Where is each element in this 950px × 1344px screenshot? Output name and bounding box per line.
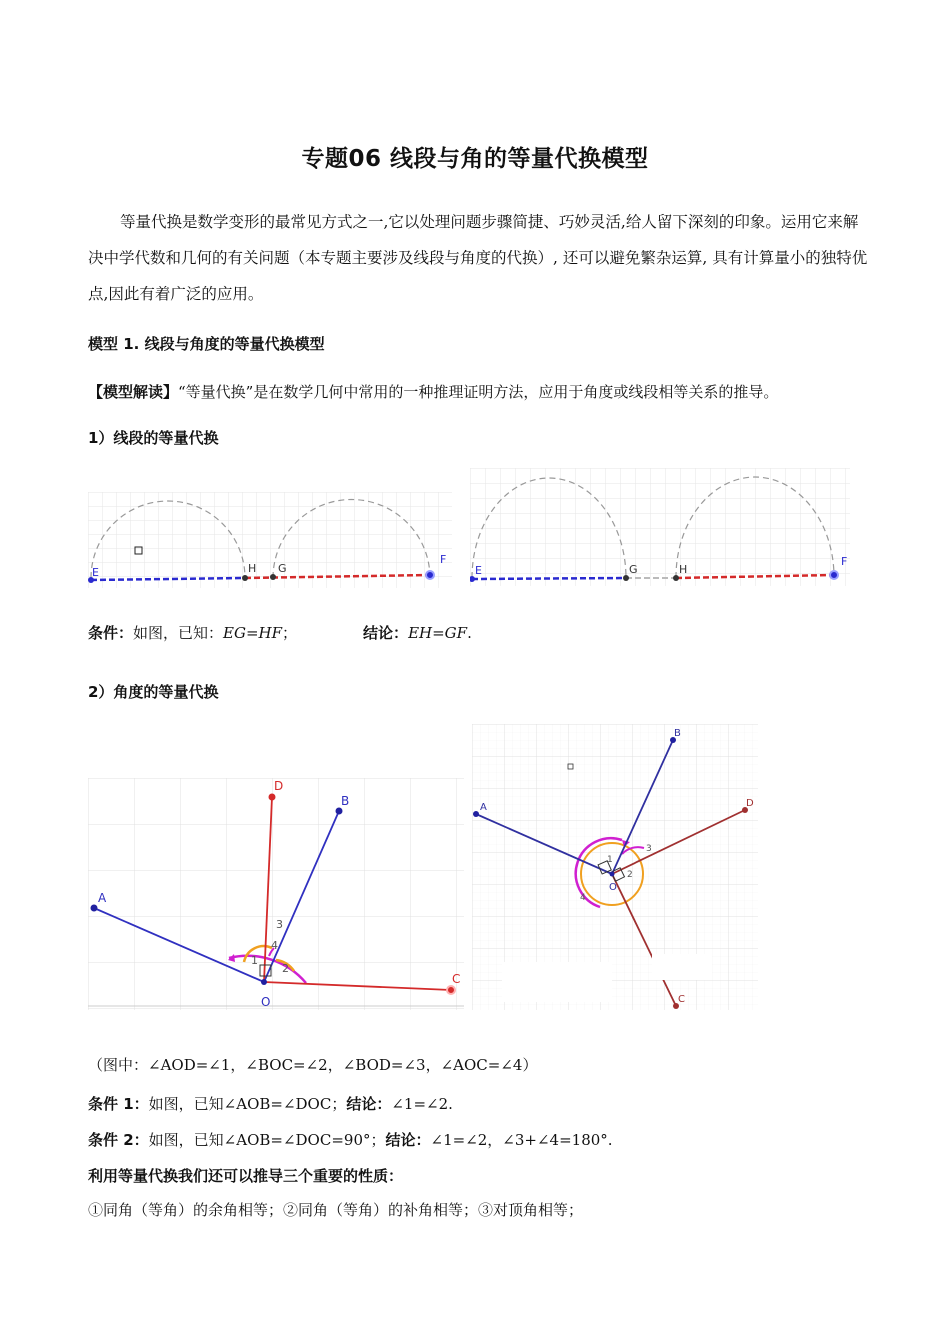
label-h: H xyxy=(248,562,257,575)
cond2-text: 如图，已知∠AOB=∠DOC=90°； xyxy=(148,1131,386,1149)
point-g xyxy=(270,574,276,580)
label-f: F xyxy=(841,555,848,568)
cond1-text: 如图，已知∠AOB=∠DOC； xyxy=(148,1095,347,1113)
point-h xyxy=(242,575,248,581)
label-angle-2: 2 xyxy=(627,870,633,880)
label-b: B xyxy=(674,728,681,739)
cond-sep: ； xyxy=(282,624,298,642)
conc-eq: EH=GF xyxy=(408,624,468,642)
cond-label: 条件： xyxy=(88,624,134,642)
model1-heading: 模型 1. 线段与角度的等量代换模型 xyxy=(88,335,325,353)
cond-text: 如图，已知： xyxy=(133,624,224,642)
angle-figure-2 xyxy=(472,724,758,1010)
section2-heading: 2）角度的等量代换 xyxy=(88,683,219,701)
label-angle-3: 3 xyxy=(646,844,652,854)
cond1-label: 条件 1： xyxy=(88,1095,149,1113)
label-angle-4: 4 xyxy=(580,893,586,903)
conc1-text: ∠1=∠2. xyxy=(391,1095,453,1113)
label-o: O xyxy=(609,882,617,893)
interpretation-label: 【模型解读】 xyxy=(88,383,179,401)
conc1-label: 结论： xyxy=(346,1095,392,1113)
label-e: E xyxy=(92,566,99,579)
conc-label: 结论： xyxy=(363,624,409,642)
segment-figure-1 xyxy=(88,492,452,588)
label-d: D xyxy=(746,798,754,809)
point-o xyxy=(261,979,267,985)
label-angle-2: 2 xyxy=(282,962,289,975)
point-f xyxy=(830,571,838,579)
segment-eg-blue xyxy=(472,578,626,579)
angle-figure-1 xyxy=(88,778,464,1010)
grid-background xyxy=(88,492,452,588)
label-g: G xyxy=(278,562,287,575)
label-b: B xyxy=(341,794,350,808)
label-c: C xyxy=(452,972,461,986)
grid-background xyxy=(88,778,464,1010)
label-g: G xyxy=(629,563,638,576)
condition1-line xyxy=(88,1093,888,1114)
condition2-line xyxy=(88,1129,888,1150)
grid-background xyxy=(470,468,850,586)
label-angle-1: 1 xyxy=(607,855,613,865)
conc-end: . xyxy=(467,624,472,642)
label-f: F xyxy=(440,553,447,566)
conc2-label: 结论： xyxy=(385,1131,431,1149)
label-a: A xyxy=(98,891,107,905)
label-e: E xyxy=(475,564,482,577)
point-a xyxy=(473,811,479,817)
label-h: H xyxy=(679,563,688,576)
section1-heading: 1）线段的等量代换 xyxy=(88,429,219,447)
point-d xyxy=(269,794,276,801)
label-a: A xyxy=(480,802,487,813)
interpretation-text: “等量代换”是在数学几何中常用的一种推理证明方法，应用于角度或线段相等关系的推导。 xyxy=(178,383,779,401)
point-c xyxy=(447,986,455,994)
properties-heading: 利用等量代换我们还可以推导三个重要的性质： xyxy=(88,1167,404,1185)
segment-condition-line xyxy=(88,622,888,643)
label-angle-1: 1 xyxy=(251,954,258,967)
point-a xyxy=(91,905,98,912)
label-angle-4: 4 xyxy=(271,939,278,952)
point-o xyxy=(610,872,615,877)
conc2-text: ∠1=∠2，∠3+∠4=180°. xyxy=(430,1131,613,1149)
whiteout-patch xyxy=(502,962,612,1002)
figure-note: （图中：∠AOD=∠1，∠BOC=∠2，∠BOD=∠3，∠AOC=∠4） xyxy=(88,1056,538,1074)
cond-eq: EG=HF xyxy=(223,624,283,642)
label-o: O xyxy=(261,995,271,1009)
interpretation-line xyxy=(88,381,888,402)
cond2-label: 条件 2： xyxy=(88,1131,149,1149)
label-c: C xyxy=(678,994,685,1005)
label-d: D xyxy=(274,779,284,793)
page-title: 专题06 线段与角的等量代换模型 xyxy=(301,146,649,172)
intro-paragraph: 等量代换是数学变形的最常见方式之一,它以处理问题步骤简捷、巧妙灵活,给人留下深刻的印象。运用它来解决中学代数和几何的有关问题（本专题主要涉及线段与角度的代换）, 还可以避免繁杂运算, 具有计算量小的独特优点,因此有着广泛的应用。 xyxy=(88,213,868,303)
label-angle-3: 3 xyxy=(276,918,283,931)
point-b xyxy=(336,808,343,815)
properties-text: ①同角（等角）的余角相等；②同角（等角）的补角相等；③对顶角相等； xyxy=(88,1201,584,1219)
point-f xyxy=(426,571,434,579)
segment-figure-2 xyxy=(470,468,850,586)
